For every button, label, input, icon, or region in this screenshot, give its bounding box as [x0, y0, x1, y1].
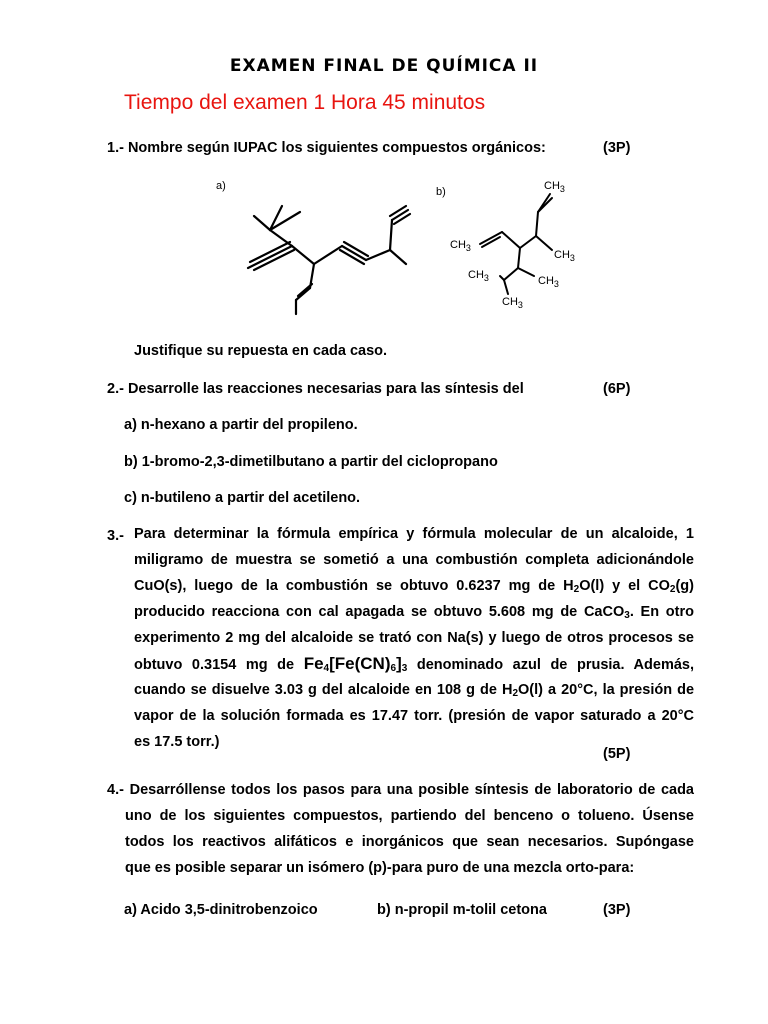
question-3-paragraph	[134, 521, 694, 755]
question-2-item-b: b) 1-bromo-2,3-dimetilbutano a partir del ciclopropano	[124, 454, 498, 470]
question-3-line: es 17.5 torr.)	[134, 734, 220, 750]
question-3-number: 3.-	[107, 528, 124, 544]
question-1-points: (3P)	[603, 140, 631, 156]
question-3-line: cuando se disuelve 3.03 g del alcaloide en 108 g de $H_2O(l)$ a 20°C, la presión de	[134, 682, 695, 699]
structure-a-label: a)	[216, 180, 226, 192]
question-3-line: CuO(s), luego de la combustión se obtuvo 0.6237 mg de $H_2O(l)$ y el $CO_2(g)$	[134, 578, 694, 595]
question-4-item-a: a) Acido 3,5-dinitrobenzoico	[124, 902, 318, 918]
question-2-points: (6P)	[603, 381, 631, 397]
methyl-group-1: $CH_3$	[544, 180, 565, 194]
methyl-group-2: $CH_3$	[450, 239, 471, 253]
structure-b-label: b)	[436, 186, 446, 198]
structure-a	[216, 180, 410, 314]
exam-title: EXAMEN FINAL DE QUÍMICA II	[229, 56, 539, 76]
methyl-group-3: $CH_3$	[554, 249, 575, 263]
question-3-line: vapor de la solución formada es 17.47 torr. (presión de vapor saturado a 20°C	[134, 708, 694, 724]
question-4-line: todos los reactivos alifáticos e inorgánicos que sean necesarios. Supóngase	[125, 834, 694, 850]
exam-duration: Tiempo del examen 1 Hora 45 minutos	[124, 91, 486, 114]
question-2-item-c: c) n-butileno a partir del acetileno.	[124, 490, 361, 506]
methyl-group-4: $CH_3$	[468, 269, 489, 283]
question-4-line: 4.- Desarróllense todos los pasos para una posible síntesis de laboratorio de cada	[107, 782, 694, 798]
methyl-group-6: $CH_3$	[502, 296, 523, 310]
question-4-paragraph	[107, 777, 694, 881]
question-4-line: uno de los siguientes compuestos, partiendo del benceno o tolueno. Úsense	[125, 808, 694, 824]
question-2-text: 2.- Desarrolle las reacciones necesarias para las síntesis del	[107, 381, 524, 397]
question-3-line: Para determinar la fórmula empírica y fórmula molecular de un alcaloide, 1	[134, 526, 694, 542]
question-1-text: 1.- Nombre según IUPAC los siguientes compuestos orgánicos:	[107, 140, 546, 156]
question-3-line: miligramo de muestra se sometió a una combustión completa adicionándole	[134, 552, 694, 568]
question-3-points: (5P)	[603, 746, 631, 762]
question-4-line: que es posible separar un isómero (p)-para puro de una mezcla orto-para:	[125, 860, 635, 876]
question-4-item-b: b) n-propil m-tolil cetona	[377, 902, 547, 918]
question-3-line: obtuvo 0.3154 mg de $Fe_4[Fe(CN)_6]_3$ denominado azul de prusia. Además,	[134, 654, 694, 674]
structure-b	[436, 180, 575, 310]
question-1-note: Justifique su repuesta en cada caso.	[134, 343, 388, 359]
question-3-line: experimento 2 mg del alcaloide se trató con Na(s) y luego de otros procesos se	[134, 630, 694, 646]
structures-figure	[200, 172, 600, 322]
question-3-line: producido reacciona con cal apagada se obtuvo 5.608 mg de CaCO$_3$. En otro	[134, 604, 694, 621]
question-2-item-a: a) n-hexano a partir del propileno.	[124, 417, 358, 433]
question-4-points: (3P)	[603, 902, 631, 918]
methyl-group-5: $CH_3$	[538, 275, 559, 289]
